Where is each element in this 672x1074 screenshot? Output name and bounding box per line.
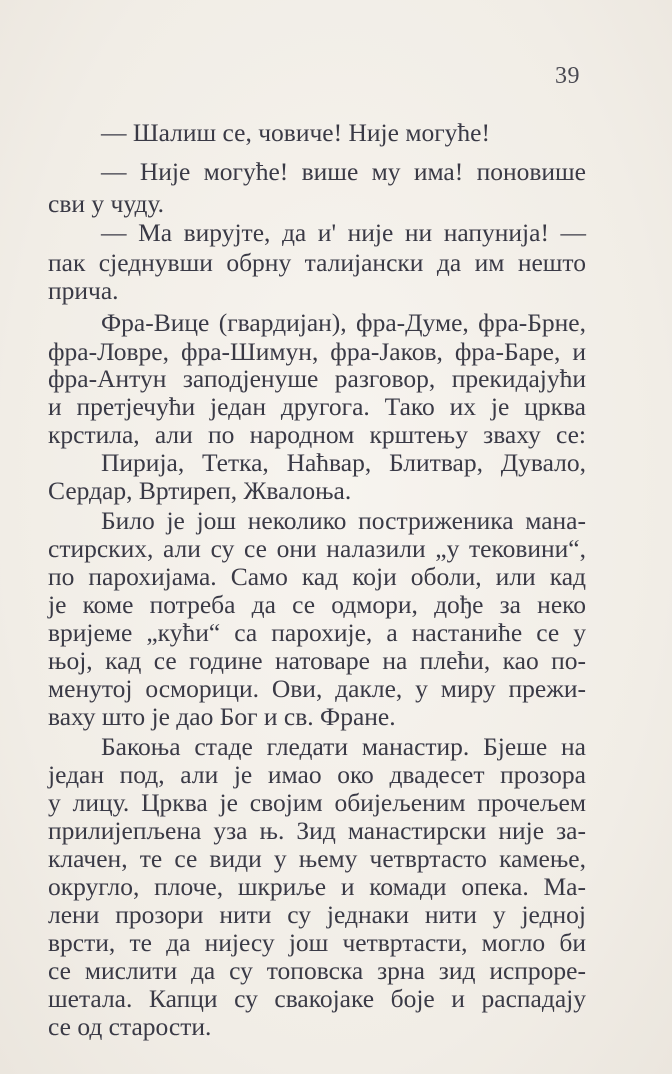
text-line: ваху што је дао Бог и св. Фране.: [48, 702, 396, 731]
text-line: клачен, те се види у њему четвртасто камење,: [48, 844, 586, 873]
text-line: прича.: [48, 276, 119, 305]
text-line: по парохијама. Само кад који оболи, или кад: [48, 562, 586, 591]
text-line: округло, плоче, шкриље и комади опека. Ма-: [48, 872, 586, 901]
text-line: стирских, али су се они налазили „у тековини“,: [48, 534, 586, 563]
text-line: — Ма вирујте, да и' није ни напунија! —: [101, 218, 586, 247]
text-line: — Шалиш се, човиче! Није могуће!: [101, 118, 490, 147]
text-line: један под, али је имао око двадесет прозора: [48, 760, 586, 789]
text-line: Фра-Вице (гвардијан), фра-Думе, фра-Брне,: [101, 308, 586, 337]
text-line: пак сједнувши обрну талијански да им нешто: [48, 248, 586, 277]
text-line: и претјечући један другога. Тако их је црква: [48, 392, 586, 421]
text-line: у лицу. Црква је својим обијељеним прочељем: [48, 788, 586, 817]
text-line: менутој осморици. Ови, дакле, у миру прежи-: [48, 674, 586, 703]
page-number: 39: [555, 63, 580, 89]
text-line: шетала. Капци су свакојаке боје и распадају: [48, 984, 586, 1013]
text-line: Пирија, Тетка, Наћвар, Блитвар, Дувало,: [101, 448, 586, 477]
text-line: се од старости.: [48, 1012, 212, 1041]
text-line: прилијепљена уза њ. Зид манастирски није за-: [48, 816, 586, 845]
text-line: — Није могуће! више му има! поновише: [101, 157, 586, 186]
text-line: Било је још неколико постриженика мана-: [101, 506, 586, 535]
text-line: врсти, те да нијесу још четвртасти, могло би: [48, 928, 586, 957]
text-line: фра-Антун заподјенуше разговор, прекидајући: [48, 364, 586, 393]
text-line: Сердар, Вртиреп, Жвалоња.: [48, 476, 352, 505]
text-line: вријеме „кући“ са парохије, а настаниће се у: [48, 618, 586, 647]
text-line: се мислити да су топовска зрна зид испроре-: [48, 956, 586, 985]
text-line: је коме потреба да се одмори, дође за неко: [48, 590, 586, 619]
text-line: лени прозори нити су једнаки нити у једној: [48, 900, 586, 929]
text-line: крстила, али по народном крштењу зваху се:: [48, 420, 586, 449]
text-line: фра-Ловре, фра-Шимун, фра-Јаков, фра-Баре, и: [48, 337, 586, 366]
text-line: њој, кад се године натоваре на плећи, као по-: [48, 646, 586, 675]
text-line: Бакоња стаде гледати манастир. Бјеше на: [101, 732, 586, 761]
text-line: сви у чуду.: [48, 189, 165, 218]
